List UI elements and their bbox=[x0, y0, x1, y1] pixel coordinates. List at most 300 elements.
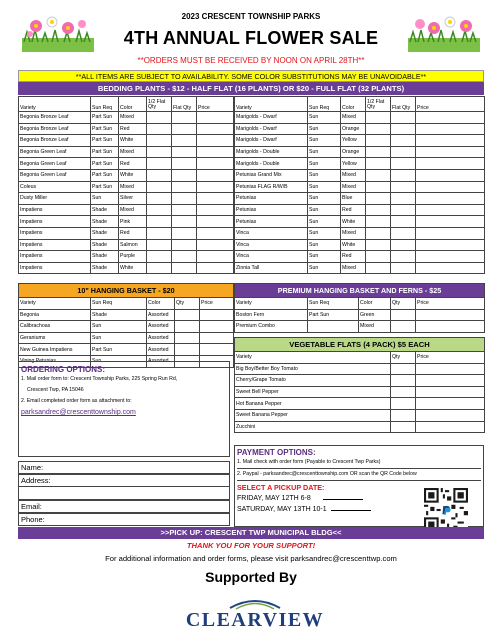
bedding-left-input-cell[interactable] bbox=[172, 146, 197, 158]
bedding-right-column-header: Flat Qty bbox=[391, 97, 416, 112]
bedding-right-input-cell[interactable] bbox=[391, 158, 416, 170]
bedding-right-cell: Sun bbox=[308, 262, 341, 274]
bedding-right-input-cell[interactable] bbox=[366, 135, 391, 147]
bedding-right-input-cell[interactable] bbox=[366, 123, 391, 135]
premium-qty-cell[interactable] bbox=[391, 309, 416, 321]
payment-line-1: 1. Mail check with order form (Payable to Crescent Twp Parks) bbox=[237, 457, 481, 469]
bedding-right-input-cell[interactable] bbox=[391, 123, 416, 135]
bedding-right-cell: Blue bbox=[341, 193, 366, 205]
hanging-cell: Begonia bbox=[19, 309, 91, 321]
bedding-left-table bbox=[18, 96, 234, 274]
bedding-left-cell: Impatiens bbox=[19, 216, 91, 228]
bedding-left-row bbox=[19, 181, 234, 193]
vegetable-row bbox=[235, 409, 485, 421]
bedding-left-cell: Mixed bbox=[119, 112, 147, 124]
hanging-row bbox=[19, 344, 234, 356]
bedding-left-input-cell[interactable] bbox=[172, 112, 197, 124]
bedding-left-cell: Begonia Green Leaf bbox=[19, 146, 91, 158]
bedding-left-row bbox=[19, 146, 234, 158]
bedding-left-cell: Red bbox=[119, 158, 147, 170]
hanging-cell: Calibrachoas bbox=[19, 321, 91, 333]
vegetable-price-cell[interactable] bbox=[416, 398, 485, 410]
email-field[interactable] bbox=[18, 500, 230, 513]
vegetable-header-row bbox=[235, 352, 485, 364]
payment-options-title: PAYMENT OPTIONS: bbox=[237, 448, 316, 457]
hanging-price-cell[interactable] bbox=[200, 321, 234, 333]
pickup-date-title: SELECT A PICKUP DATE: bbox=[237, 483, 325, 492]
ordering-line-2: Crescent Twp, PA 15046 bbox=[27, 387, 84, 393]
bedding-plants-header: BEDDING PLANTS - $12 - HALF FLAT (16 PLANTS) OR $20 - FULL FLAT (32 PLANTS) bbox=[18, 82, 484, 95]
bedding-left-input-cell[interactable] bbox=[147, 181, 172, 193]
hanging-row bbox=[19, 321, 234, 333]
bedding-left-cell: Begonia Bronze Leaf bbox=[19, 135, 91, 147]
bedding-left-column-header: Sun Req bbox=[91, 97, 119, 112]
bedding-left-cell: Begonia Green Leaf bbox=[19, 169, 91, 181]
pickup-saturday-label: SATURDAY, MAY 13TH 10-1 bbox=[237, 506, 327, 513]
bedding-left-input-cell[interactable] bbox=[197, 169, 234, 181]
bedding-right-row bbox=[235, 135, 485, 147]
bedding-left-input-cell[interactable] bbox=[197, 123, 234, 135]
bedding-left-column-header: Color bbox=[119, 97, 147, 112]
thank-you-message: THANK YOU FOR YOUR SUPPORT! bbox=[186, 541, 316, 550]
bedding-left-cell: Mixed bbox=[119, 204, 147, 216]
name-label: Name: bbox=[21, 463, 44, 472]
bedding-right-cell: Sun bbox=[308, 146, 341, 158]
bedding-left-input-cell[interactable] bbox=[172, 169, 197, 181]
address-field[interactable] bbox=[18, 474, 230, 487]
hanging-price-cell[interactable] bbox=[200, 309, 234, 321]
bedding-right-cell: Marigolds - Double bbox=[235, 146, 308, 158]
deadline-notice: **ORDERS MUST BE RECEIVED BY NOON ON APRIL 28TH** bbox=[137, 56, 365, 65]
vegetable-table bbox=[234, 337, 485, 433]
bedding-left-cell: Sun bbox=[91, 193, 119, 205]
address-field-line-2[interactable] bbox=[18, 487, 230, 500]
premium-basket-table bbox=[234, 283, 485, 333]
bedding-left-input-cell[interactable] bbox=[147, 158, 172, 170]
vegetable-qty-cell[interactable] bbox=[391, 398, 416, 410]
bedding-right-row bbox=[235, 146, 485, 158]
vegetable-qty-cell[interactable] bbox=[391, 363, 416, 375]
bedding-left-cell: Dusty Miller bbox=[19, 193, 91, 205]
bedding-left-cell: Begonia Bronze Leaf bbox=[19, 112, 91, 124]
bedding-right-cell: Vinca bbox=[235, 227, 308, 239]
vegetable-qty-cell[interactable] bbox=[391, 386, 416, 398]
bedding-right-input-cell[interactable] bbox=[416, 251, 485, 263]
bedding-right-cell: Petunias bbox=[235, 216, 308, 228]
hanging-cell: Part Sun bbox=[91, 344, 147, 356]
bedding-left-cell: Silver bbox=[119, 193, 147, 205]
bedding-left-cell: Shade bbox=[91, 251, 119, 263]
bedding-right-input-cell[interactable] bbox=[416, 169, 485, 181]
premium-column-header: Price bbox=[416, 298, 485, 310]
vegetable-price-cell[interactable] bbox=[416, 375, 485, 387]
ordering-options-box bbox=[18, 361, 230, 457]
bedding-left-input-cell[interactable] bbox=[172, 158, 197, 170]
premium-price-cell[interactable] bbox=[416, 321, 485, 333]
vegetable-row bbox=[235, 398, 485, 410]
bedding-right-cell: Mixed bbox=[341, 181, 366, 193]
hanging-cell: Shade bbox=[91, 309, 147, 321]
availability-notice: **ALL ITEMS ARE SUBJECT TO AVAILABILITY. SOME COLOR SUBSTITUTIONS MAY BE UNAVOIDABLE** bbox=[18, 70, 484, 82]
bedding-right-row bbox=[235, 123, 485, 135]
bedding-right-cell: Sun bbox=[308, 181, 341, 193]
bedding-right-input-cell[interactable] bbox=[391, 181, 416, 193]
bedding-left-input-cell[interactable] bbox=[172, 251, 197, 263]
phone-field[interactable] bbox=[18, 513, 230, 526]
organization-title: 2023 CRESCENT TOWNSHIP PARKS bbox=[181, 12, 321, 21]
bedding-right-cell: Orange bbox=[341, 146, 366, 158]
bedding-left-input-cell[interactable] bbox=[147, 227, 172, 239]
bedding-left-input-cell[interactable] bbox=[147, 251, 172, 263]
premium-cell: Premium Combo bbox=[235, 321, 308, 333]
bedding-right-input-cell[interactable] bbox=[391, 227, 416, 239]
ordering-line-3: 2. Email completed order form as attachment to: bbox=[21, 398, 132, 404]
bedding-right-row bbox=[235, 262, 485, 274]
vegetable-column-header: Qty bbox=[391, 352, 416, 364]
name-field[interactable] bbox=[18, 461, 230, 474]
vegetable-price-cell[interactable] bbox=[416, 409, 485, 421]
supported-by-heading: Supported By bbox=[205, 569, 297, 585]
bedding-left-input-cell[interactable] bbox=[172, 216, 197, 228]
bedding-right-cell: Vinca bbox=[235, 251, 308, 263]
vegetable-column-header: Price bbox=[416, 352, 485, 364]
bedding-right-cell: Sun bbox=[308, 204, 341, 216]
bedding-right-cell: Sun bbox=[308, 251, 341, 263]
bedding-left-cell: Part Sun bbox=[91, 169, 119, 181]
bedding-left-input-cell[interactable] bbox=[197, 146, 234, 158]
premium-cell: Green bbox=[359, 309, 391, 321]
hanging-cell: Sun bbox=[91, 321, 147, 333]
bedding-right-cell: Orange bbox=[341, 123, 366, 135]
vegetable-qty-cell[interactable] bbox=[391, 375, 416, 387]
vegetable-row bbox=[235, 421, 485, 433]
bedding-left-row bbox=[19, 251, 234, 263]
page-title: 4TH ANNUAL FLOWER SALE bbox=[123, 28, 379, 48]
bedding-left-cell: Mixed bbox=[119, 181, 147, 193]
hanging-column-header: Price bbox=[200, 298, 234, 310]
bedding-right-input-cell[interactable] bbox=[391, 193, 416, 205]
bedding-left-input-cell[interactable] bbox=[147, 123, 172, 135]
bedding-right-column-header: Sun Req bbox=[308, 97, 341, 112]
bedding-left-input-cell[interactable] bbox=[172, 123, 197, 135]
bedding-left-row bbox=[19, 262, 234, 274]
bedding-right-row bbox=[235, 251, 485, 263]
hanging-qty-cell[interactable] bbox=[175, 332, 200, 344]
bedding-left-cell: Part Sun bbox=[91, 112, 119, 124]
bedding-right-row bbox=[235, 112, 485, 124]
bedding-right-input-cell[interactable] bbox=[416, 227, 485, 239]
additional-info: For additional information and order forms, please visit parksandrec@crescenttwp.com bbox=[105, 554, 397, 563]
bedding-right-cell: White bbox=[341, 239, 366, 251]
bedding-right-column-header: Variety bbox=[235, 97, 308, 112]
bedding-right-input-cell[interactable] bbox=[391, 239, 416, 251]
bedding-left-input-cell[interactable] bbox=[147, 262, 172, 274]
bedding-left-cell: Pink bbox=[119, 216, 147, 228]
bedding-right-cell: Sun bbox=[308, 216, 341, 228]
vegetable-price-cell[interactable] bbox=[416, 421, 485, 433]
bedding-right-input-cell[interactable] bbox=[416, 146, 485, 158]
bedding-left-input-cell[interactable] bbox=[147, 135, 172, 147]
premium-header-row bbox=[235, 298, 485, 310]
bedding-left-cell: White bbox=[119, 135, 147, 147]
bedding-left-cell: White bbox=[119, 169, 147, 181]
hanging-header-row bbox=[19, 298, 234, 310]
bedding-left-cell: Shade bbox=[91, 204, 119, 216]
bedding-left-cell: Begonia Green Leaf bbox=[19, 158, 91, 170]
pickup-friday-blank[interactable] bbox=[323, 499, 363, 500]
bedding-left-row bbox=[19, 135, 234, 147]
vegetable-row bbox=[235, 363, 485, 375]
hanging-column-header: Qty bbox=[175, 298, 200, 310]
bedding-right-cell: Sun bbox=[308, 112, 341, 124]
bedding-right-cell: Zinnia Tall bbox=[235, 262, 308, 274]
qr-code-icon[interactable] bbox=[424, 488, 468, 532]
vegetable-qty-cell[interactable] bbox=[391, 421, 416, 433]
bedding-right-input-cell[interactable] bbox=[391, 112, 416, 124]
bedding-right-input-cell[interactable] bbox=[416, 216, 485, 228]
bedding-right-cell: White bbox=[341, 216, 366, 228]
premium-column-header: Color bbox=[359, 298, 391, 310]
bedding-right-input-cell[interactable] bbox=[366, 227, 391, 239]
bedding-right-input-cell[interactable] bbox=[366, 239, 391, 251]
bedding-right-input-cell[interactable] bbox=[391, 251, 416, 263]
bedding-right-cell: Sun bbox=[308, 135, 341, 147]
bedding-right-input-cell[interactable] bbox=[416, 112, 485, 124]
bedding-right-cell: Petunias bbox=[235, 193, 308, 205]
vegetable-qty-cell[interactable] bbox=[391, 409, 416, 421]
clearview-logo bbox=[170, 596, 340, 630]
hanging-cell: Assorted bbox=[147, 321, 175, 333]
address-label: Address: bbox=[21, 476, 51, 485]
phone-label: Phone: bbox=[21, 515, 45, 524]
bedding-right-cell: Sun bbox=[308, 169, 341, 181]
vegetable-cell: Sweet Bell Pepper bbox=[235, 386, 391, 398]
bedding-left-input-cell[interactable] bbox=[197, 158, 234, 170]
bedding-right-input-cell[interactable] bbox=[391, 146, 416, 158]
bedding-right-column-header: Color bbox=[341, 97, 366, 112]
premium-column-header: Qty bbox=[391, 298, 416, 310]
pickup-location-bar: >>PICK UP: CRESCENT TWP MUNICIPAL BLDG<< bbox=[18, 527, 484, 539]
vegetable-cell: Sweet Banana Pepper bbox=[235, 409, 391, 421]
premium-column-header: Sun Req bbox=[308, 298, 359, 310]
bedding-left-input-cell[interactable] bbox=[147, 146, 172, 158]
vegetable-price-cell[interactable] bbox=[416, 363, 485, 375]
vegetable-cell: Cherry/Grape Tomato bbox=[235, 375, 391, 387]
bedding-right-input-cell[interactable] bbox=[416, 204, 485, 216]
bedding-left-cell: Part Sun bbox=[91, 123, 119, 135]
premium-cell bbox=[308, 321, 359, 333]
bedding-left-column-header: Flat Qty bbox=[172, 97, 197, 112]
bedding-right-input-cell[interactable] bbox=[366, 169, 391, 181]
bedding-right-input-cell[interactable] bbox=[366, 158, 391, 170]
vegetable-cell: Big Boy/Better Boy Tomato bbox=[235, 363, 391, 375]
bedding-left-column-header: Price bbox=[197, 97, 234, 112]
bedding-left-cell: Part Sun bbox=[91, 181, 119, 193]
bedding-left-input-cell[interactable] bbox=[197, 193, 234, 205]
premium-qty-cell[interactable] bbox=[391, 321, 416, 333]
bedding-right-cell: Red bbox=[341, 251, 366, 263]
bedding-left-input-cell[interactable] bbox=[172, 239, 197, 251]
bedding-right-input-cell[interactable] bbox=[416, 181, 485, 193]
bedding-left-input-cell[interactable] bbox=[172, 262, 197, 274]
vegetable-cell: Zucchini bbox=[235, 421, 391, 433]
bedding-left-input-cell[interactable] bbox=[197, 262, 234, 274]
bedding-left-row bbox=[19, 193, 234, 205]
hanging-column-header: Sun Req bbox=[91, 298, 147, 310]
vegetable-price-cell[interactable] bbox=[416, 386, 485, 398]
hanging-column-header: Color bbox=[147, 298, 175, 310]
pickup-saturday-blank[interactable] bbox=[331, 510, 371, 511]
bedding-left-cell: Impatiens bbox=[19, 239, 91, 251]
bedding-right-input-cell[interactable] bbox=[416, 123, 485, 135]
bedding-right-cell: Marigolds - Dwarf bbox=[235, 123, 308, 135]
bedding-right-cell: Petunias Grand Mix bbox=[235, 169, 308, 181]
bedding-right-row bbox=[235, 169, 485, 181]
bedding-right-input-cell[interactable] bbox=[416, 158, 485, 170]
vegetable-row bbox=[235, 386, 485, 398]
bedding-right-cell: Mixed bbox=[341, 262, 366, 274]
bedding-left-input-cell[interactable] bbox=[197, 239, 234, 251]
bedding-right-cell: Sun bbox=[308, 158, 341, 170]
bedding-right-cell: Mixed bbox=[341, 112, 366, 124]
bedding-left-input-cell[interactable] bbox=[197, 181, 234, 193]
bedding-left-cell: Part Sun bbox=[91, 146, 119, 158]
bedding-right-input-cell[interactable] bbox=[416, 262, 485, 274]
bedding-left-input-cell[interactable] bbox=[197, 227, 234, 239]
bedding-right-input-cell[interactable] bbox=[416, 135, 485, 147]
bedding-right-input-cell[interactable] bbox=[391, 216, 416, 228]
bedding-left-input-cell[interactable] bbox=[147, 204, 172, 216]
bedding-left-cell: Begonia Bronze Leaf bbox=[19, 123, 91, 135]
hanging-cell: Assorted bbox=[147, 332, 175, 344]
bedding-right-row bbox=[235, 227, 485, 239]
bedding-left-cell: Shade bbox=[91, 227, 119, 239]
bedding-right-input-cell[interactable] bbox=[366, 216, 391, 228]
bedding-left-cell: Impatiens bbox=[19, 227, 91, 239]
bedding-left-input-cell[interactable] bbox=[172, 227, 197, 239]
hanging-cell: Geraniums bbox=[19, 332, 91, 344]
bedding-left-input-cell[interactable] bbox=[172, 193, 197, 205]
hanging-cell: New Guinea Impatiens bbox=[19, 344, 91, 356]
premium-cell: Boston Fern bbox=[235, 309, 308, 321]
bedding-left-input-cell[interactable] bbox=[147, 239, 172, 251]
bedding-left-row bbox=[19, 123, 234, 135]
bedding-right-cell: Sun bbox=[308, 239, 341, 251]
hanging-cell: Assorted bbox=[147, 309, 175, 321]
bedding-left-cell: Part Sun bbox=[91, 135, 119, 147]
bedding-left-input-cell[interactable] bbox=[147, 193, 172, 205]
bedding-right-column-header: Price bbox=[416, 97, 485, 112]
bedding-left-cell: White bbox=[119, 262, 147, 274]
bedding-right-cell: Marigolds - Dwarf bbox=[235, 112, 308, 124]
bedding-left-cell: Red bbox=[119, 227, 147, 239]
bedding-left-input-cell[interactable] bbox=[172, 181, 197, 193]
hanging-qty-cell[interactable] bbox=[175, 321, 200, 333]
bedding-left-input-cell[interactable] bbox=[147, 169, 172, 181]
bedding-right-input-cell[interactable] bbox=[391, 169, 416, 181]
bedding-left-input-cell[interactable] bbox=[197, 216, 234, 228]
bedding-right-input-cell[interactable] bbox=[366, 262, 391, 274]
bedding-right-input-cell[interactable] bbox=[416, 239, 485, 251]
pickup-friday-label: FRIDAY, MAY 12TH 6-8 bbox=[237, 495, 311, 502]
bedding-right-input-cell[interactable] bbox=[366, 181, 391, 193]
bedding-right-row bbox=[235, 158, 485, 170]
bedding-right-input-cell[interactable] bbox=[366, 204, 391, 216]
bedding-left-input-cell[interactable] bbox=[147, 216, 172, 228]
bedding-right-cell: Vinca bbox=[235, 239, 308, 251]
ordering-email-link[interactable]: parksandrec@crescenttownship.com bbox=[21, 409, 136, 416]
bedding-right-input-cell[interactable] bbox=[366, 251, 391, 263]
bedding-left-row bbox=[19, 216, 234, 228]
hanging-price-cell[interactable] bbox=[200, 332, 234, 344]
bedding-right-input-cell[interactable] bbox=[366, 112, 391, 124]
bedding-right-cell: Mixed bbox=[341, 169, 366, 181]
clearview-logo-text: CLEARVIEW bbox=[185, 609, 325, 630]
vegetable-cell: Hot Banana Pepper bbox=[235, 398, 391, 410]
bedding-right-cell: Marigolds - Double bbox=[235, 158, 308, 170]
vegetable-row bbox=[235, 375, 485, 387]
bedding-left-input-cell[interactable] bbox=[172, 135, 197, 147]
bedding-left-row bbox=[19, 204, 234, 216]
payment-line-2: 2. Paypal - parksandrec@crescenttownship.com OR scan the QR Code below bbox=[237, 469, 481, 481]
bedding-left-cell: Purple bbox=[119, 251, 147, 263]
bedding-left-input-cell[interactable] bbox=[197, 135, 234, 147]
bedding-left-input-cell[interactable] bbox=[147, 112, 172, 124]
hanging-cell: Assorted bbox=[147, 344, 175, 356]
bedding-right-row bbox=[235, 204, 485, 216]
vegetable-header: VEGETABLE FLATS (4 PACK) $5 EACH bbox=[235, 338, 485, 352]
bedding-right-cell: Sun bbox=[308, 123, 341, 135]
bedding-right-input-cell[interactable] bbox=[366, 146, 391, 158]
hanging-price-cell[interactable] bbox=[200, 344, 234, 356]
bedding-left-input-cell[interactable] bbox=[172, 204, 197, 216]
bedding-left-row bbox=[19, 239, 234, 251]
hanging-basket-header: 10" HANGING BASKET - $20 bbox=[19, 284, 234, 298]
hanging-row bbox=[19, 309, 234, 321]
hanging-cell: Sun bbox=[91, 355, 147, 367]
bedding-right-cell: Petunias FLAG R/W/B bbox=[235, 181, 308, 193]
bedding-right-input-cell[interactable] bbox=[416, 193, 485, 205]
bedding-left-cell: Impatiens bbox=[19, 204, 91, 216]
bedding-right-input-cell[interactable] bbox=[391, 204, 416, 216]
bedding-right-input-cell[interactable] bbox=[391, 135, 416, 147]
hanging-cell: Vining Petunias bbox=[19, 355, 91, 367]
premium-price-cell[interactable] bbox=[416, 309, 485, 321]
bedding-right-cell: Petunias bbox=[235, 204, 308, 216]
hanging-qty-cell[interactable] bbox=[175, 309, 200, 321]
bedding-right-cell: Marigolds - Dwarf bbox=[235, 135, 308, 147]
bedding-right-column-header: 1/2 Flat Qty bbox=[366, 97, 391, 112]
bedding-left-input-cell[interactable] bbox=[197, 112, 234, 124]
bedding-left-input-cell[interactable] bbox=[197, 251, 234, 263]
premium-cell: Mixed bbox=[359, 321, 391, 333]
hanging-qty-cell[interactable] bbox=[175, 344, 200, 356]
hanging-cell: Assorted bbox=[147, 355, 175, 367]
bedding-left-row bbox=[19, 169, 234, 181]
bedding-right-input-cell[interactable] bbox=[366, 193, 391, 205]
bedding-left-input-cell[interactable] bbox=[197, 204, 234, 216]
bedding-right-row bbox=[235, 193, 485, 205]
hanging-column-header: Variety bbox=[19, 298, 91, 310]
bedding-left-cell: Part Sun bbox=[91, 158, 119, 170]
bedding-left-column-header: 1/2 Flat Qty bbox=[147, 97, 172, 112]
bedding-right-input-cell[interactable] bbox=[391, 262, 416, 274]
bedding-left-row bbox=[19, 158, 234, 170]
hanging-row bbox=[19, 332, 234, 344]
bedding-left-cell: Shade bbox=[91, 216, 119, 228]
premium-basket-header: PREMIUM HANGING BASKET AND FERNS - $25 bbox=[235, 284, 485, 298]
premium-row bbox=[235, 321, 485, 333]
